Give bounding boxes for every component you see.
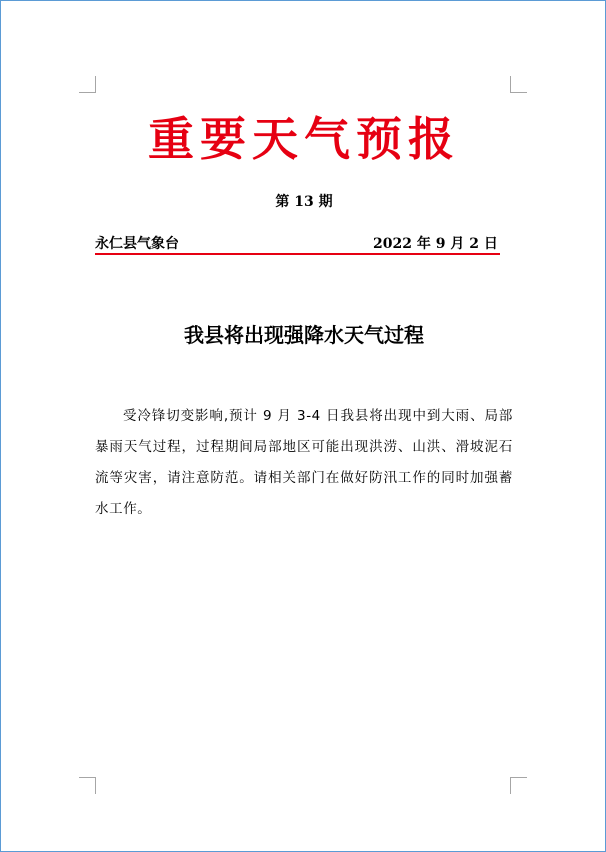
crop-mark-top-right <box>510 76 527 93</box>
issue-number: 第 13 期 <box>275 194 333 210</box>
issuing-organization: 永仁县气象台 <box>95 236 179 252</box>
crop-mark-bottom-right <box>510 777 527 794</box>
crop-mark-top-left <box>79 76 96 93</box>
body-paragraph: 受冷锋切变影响,预计 9 月 3-4 日我县将出现中到大雨、局部暴雨天气过程，过程期间局部地区可能出现洪涝、山洪、滑坡泥石流等灾害，请注意防范。请相关部门在做好防汛工作的同时加强蓄水工作。 <box>95 408 513 517</box>
masthead-title: 重要天气预报 <box>148 112 460 166</box>
red-divider-rule <box>95 253 500 255</box>
crop-mark-bottom-left <box>79 777 96 794</box>
headline: 我县将出现强降水天气过程 <box>184 323 424 347</box>
issue-date: 2022 年 9 月 2 日 <box>373 236 498 252</box>
